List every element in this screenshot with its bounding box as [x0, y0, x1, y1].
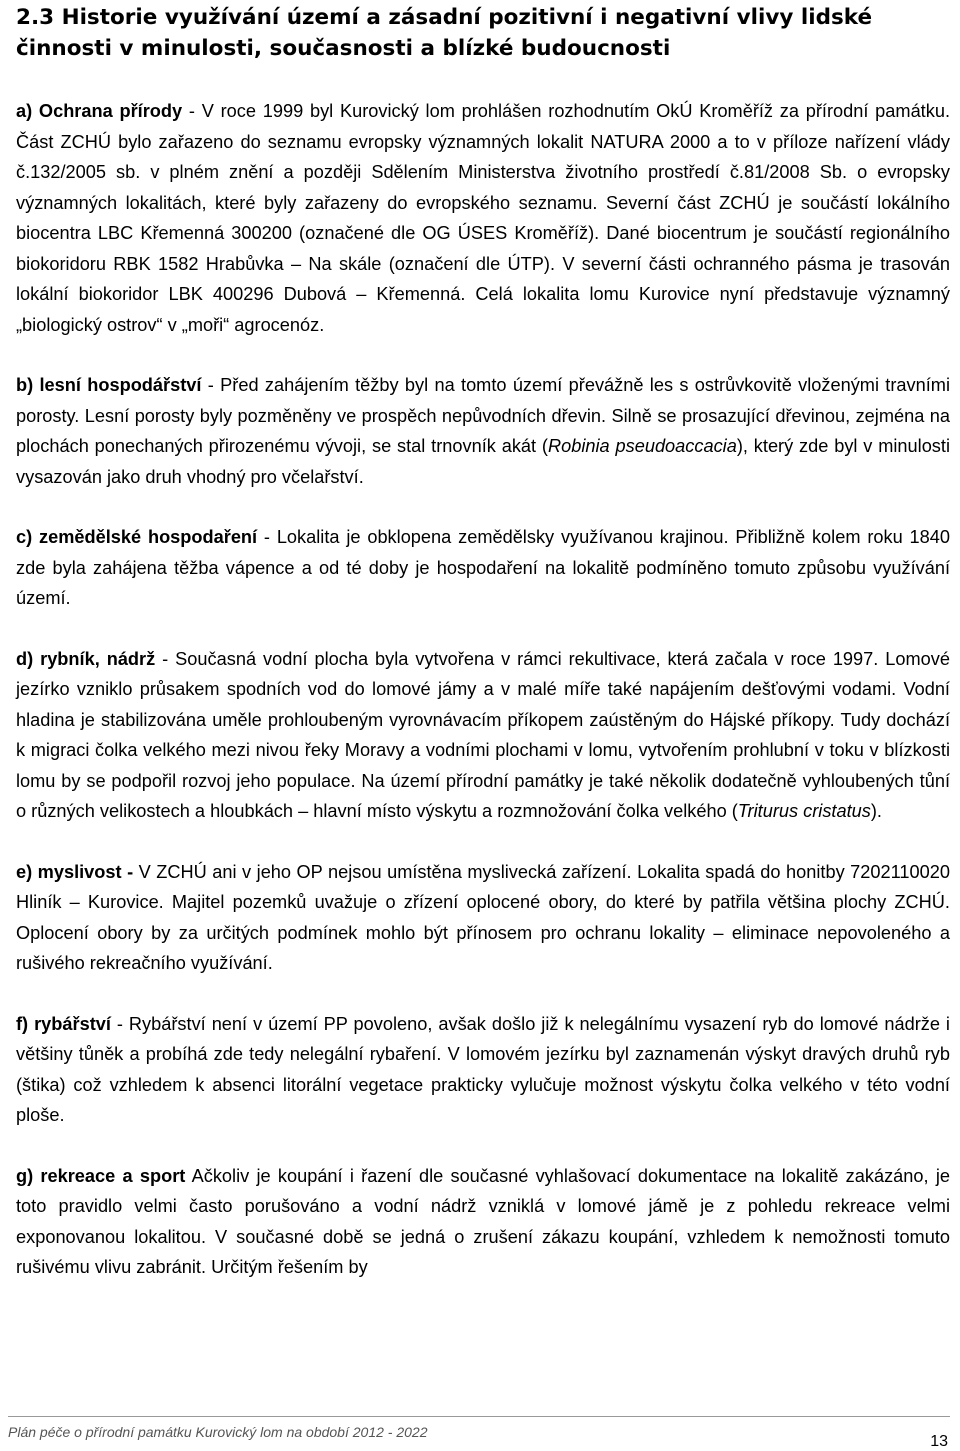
- page-footer: [8, 1416, 950, 1450]
- section-g-label: g) rekreace a sport: [16, 1165, 186, 1186]
- section-b-text-end: ), který zde byl v minulosti vysazován jako druh vhodný pro včelařství.: [16, 436, 950, 487]
- section-c: [16, 522, 950, 614]
- section-a: [16, 96, 950, 340]
- section-d-text: - Současná vodní plocha byla vytvořena v rámci rekultivace, která začala v roce 1997. Lomové jezírko vzniklo průsakem spodních vod do lomové jámy a v malé míře také napájením dešťovými vodami. Vodní hladina je stabilizována uměle prohloubeným vyrovnávacím příkopem zaústěným do Hájské příkopy. Tudy dochází k migraci čolka velkého mezi nivou řeky Moravy a vodními plochami v lomu, vytvořením prohlubní v toku v blízkosti lomu by se podpořil rozvoj jeho populace. Na území přírodní památky je také několik dodatečně vyhloubených tůní o různých velikostech a hloubkách – hlavní místo výskytu a rozmnožování čolka velkého (: [16, 648, 950, 821]
- section-g: [16, 1161, 950, 1283]
- section-c-label: c) zemědělské hospodaření: [16, 527, 258, 547]
- section-a-label: a) Ochrana přírody: [16, 101, 183, 121]
- section-b-latin-name: Robinia pseudoaccacia: [547, 436, 737, 456]
- section-b-text: - Před zahájením těžby byl na tomto území převážně les s ostrůvkovitě vloženými travními porosty. Lesní porosty byly pozměněny ve prospěch nepůvodních dřevin. Silně se prosazující dřevinou, zejména na plochách ponechaných přirozenému vývoji, se stal trnovník akát (: [16, 375, 950, 456]
- document-page: [16, 0, 950, 1283]
- section-d: [16, 644, 950, 827]
- section-d-latin-name: Triturus cristatus: [737, 801, 871, 821]
- section-f-text: - Rybářství není v území PP povoleno, avšak došlo již k nelegálnímu vysazení ryb do lomové nádrže i většiny tůněk a probíhá zde tedy nelegální rybaření. V lomovém jezírku byl zaznamenán výskyt dravých druhů ryb (štika) což vzhledem k absenci litorální vegetace prakticky vylučuje možnost výskytu čolka velkého v této vodní ploše.: [16, 1013, 950, 1125]
- page-number: 13: [930, 1433, 948, 1450]
- section-a-text: - V roce 1999 byl Kurovický lom prohlášen rozhodnutím OkÚ Kroměříž za přírodní památku. Část ZCHÚ bylo zařazeno do seznamu evropsky významných lokalit NATURA 2000 a to v příloze nařízení vlády č.132/2005 sb. v plném znění a později Sdělením Ministerstva životního prostředí č.81/2008 Sb. o evropsky významných lokalitách, které byly zařazeny do evropského seznamu. Severní část ZCHÚ je součástí lokálního biocentra LBC Křemenná 300200 (označené dle OG ÚSES Kroměříž). Dané biocentrum je součástí regionálního biokoridoru RBK 1582 Hrabůvka – Na skále (označení dle ÚTP). V severní části ochranného pásma je trasován lokální biokoridor LBK 400296 Dubová – Křemenná. Celá lokalita lomu Kurovice nyní představuje významný „biologický ostrov“ v „moři“ agrocenóz.: [16, 101, 950, 335]
- section-b-label: b) lesní hospodářství: [16, 375, 202, 395]
- section-e-label: e) myslivost -: [16, 861, 134, 882]
- section-c-text: - Lokalita je obklopena zemědělsky využívanou krajinou. Přibližně kolem roku 1840 zde byla zahájena těžba vápence a od té doby je hospodaření na lokalitě podmíněno tomuto způsobu využívání území.: [16, 527, 950, 608]
- section-g-text: Ačkoliv je koupání i řazení dle současné vyhlašovací dokumentace na lokalitě zakázáno, je toto pravidlo velmi často porušováno a vodní nádrž vzniklá v lomové jámě je z pohledu rekreace velmi exponovanou lokalitou. V současné době se jedná o zrušení zákazu koupání, vzhledem k nemožnosti tomuto rušivému vlivu zabránit. Určitým řešením by: [16, 1165, 950, 1277]
- section-f: [16, 1009, 950, 1131]
- section-d-text-end: ).: [870, 801, 882, 821]
- page-title: 2.3 Historie využívání území a zásadní pozitivní i negativní vlivy lidské činnosti v minulosti, současnosti a blízké budoucnosti: [16, 5, 873, 61]
- footer-text: Plán péče o přírodní památku Kurovický lom na období 2012 - 2022: [8, 1424, 428, 1440]
- section-e: [16, 857, 950, 979]
- section-d-label: d) rybník, nádrž: [16, 648, 156, 669]
- section-f-label: f) rybářství: [16, 1013, 111, 1034]
- section-b: [16, 370, 950, 492]
- section-e-text: V ZCHÚ ani v jeho OP nejsou umístěna myslivecká zařízení. Lokalita spadá do honitby 7202110020 Hliník – Kurovice. Majitel pozemků uvažuje o zřízení oplocené obory, do které by patřila většina plochy ZCHÚ. Oplocení obory by za určitých podmínek mohlo být přínosem pro ochranu lokality – eliminace nepovoleného a rušivého rekreačního využívání.: [16, 861, 950, 973]
